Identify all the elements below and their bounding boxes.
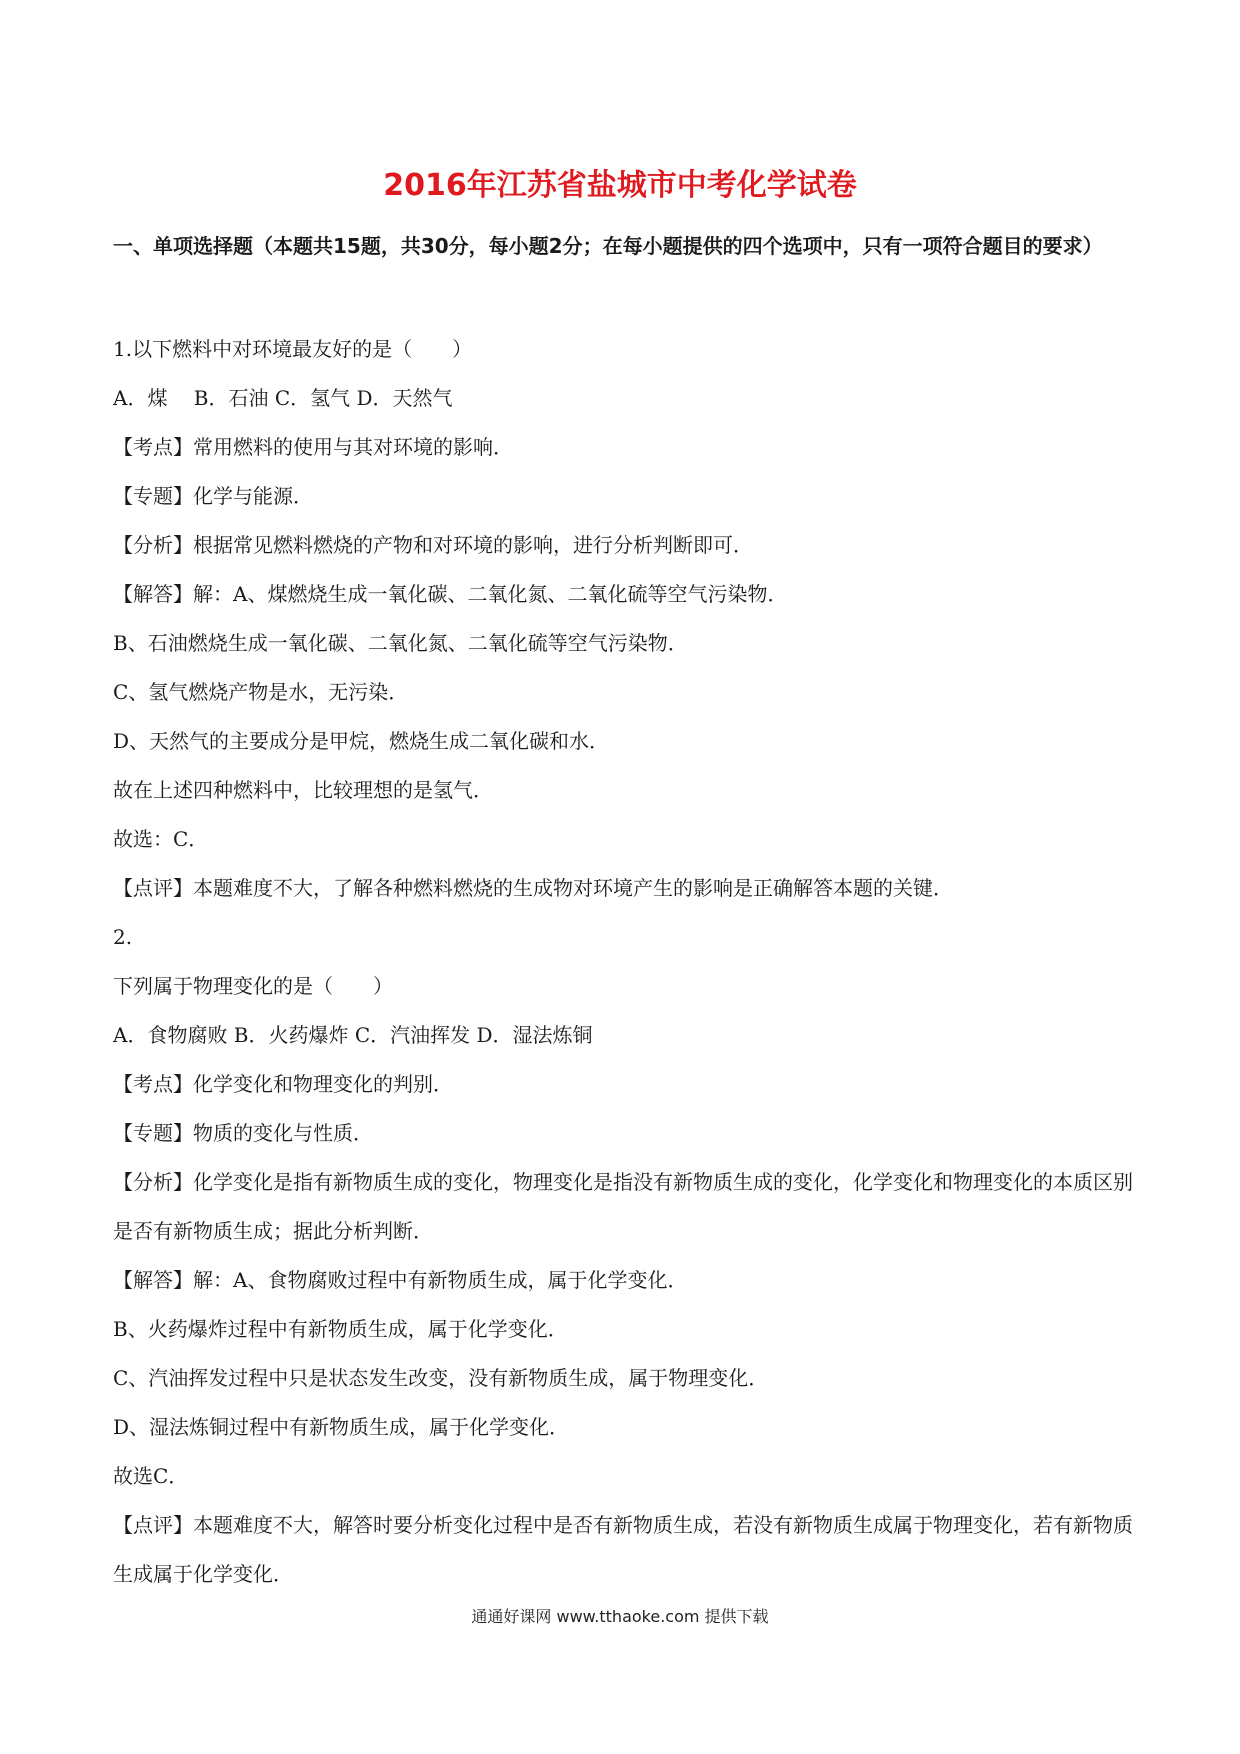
kaodian-tag: 【考点】	[113, 435, 193, 459]
q2-answer: 故选C．	[113, 1464, 189, 1488]
zhuanti-tag: 【专题】	[113, 484, 193, 508]
q2-jieda	[113, 1256, 1133, 1305]
q1-fenxi	[113, 521, 1133, 570]
q2-number: 2.	[113, 925, 133, 949]
q2-dianping	[113, 1501, 1133, 1599]
q1-stem: 1.以下燃料中对环境最友好的是（ ）	[113, 337, 473, 361]
q2-line-b: B、火药爆炸过程中有新物质生成，属于化学变化．	[113, 1317, 568, 1341]
fenxi-text: 化学变化是指有新物质生成的变化，物理变化是指没有新物质生成的变化，化学变化和物理变化的本质区别是否有新物质生成；据此分析判断．	[113, 1170, 1133, 1243]
q2-line-c: C、汽油挥发过程中只是状态发生改变，没有新物质生成，属于物理变化．	[113, 1366, 769, 1390]
q1-options: A．煤 B．石油 C．氢气 D．天然气	[113, 386, 453, 410]
q1-line-c: C、氢气燃烧产物是水，无污染．	[113, 680, 409, 704]
q1-zhuanti	[113, 472, 1133, 521]
q1-line-d: D、天然气的主要成分是甲烷，燃烧生成二氧化碳和水．	[113, 729, 610, 753]
q2-fenxi	[113, 1158, 1133, 1256]
fenxi-tag: 【分析】	[113, 1170, 193, 1194]
jieda-tag: 【解答】	[113, 1268, 193, 1292]
page-title: 2016年江苏省盐城市中考化学试卷	[383, 168, 857, 203]
q1-kaodian	[113, 423, 1133, 472]
q1-dianping	[113, 864, 1133, 913]
zhuanti-text: 物质的变化与性质．	[193, 1121, 373, 1145]
section-header: 一、单项选择题（本题共15题，共30分，每小题2分；在每小题提供的四个选项中，只有一项符合题目的要求）	[113, 234, 1103, 258]
q2-zhuanti	[113, 1109, 1133, 1158]
q1-jieda	[113, 570, 1133, 619]
zhuanti-text: 化学与能源．	[193, 484, 313, 508]
q1-line-b: B、石油燃烧生成一氧化碳、二氧化氮、二氧化硫等空气污染物．	[113, 631, 688, 655]
kaodian-tag: 【考点】	[113, 1072, 193, 1096]
jieda-tag: 【解答】	[113, 582, 193, 606]
q2-stem: 下列属于物理变化的是（ ）	[113, 974, 393, 998]
dianping-text: 本题难度不大，解答时要分析变化过程中是否有新物质生成，若没有新物质生成属于物理变化，若有新物质生成属于化学变化．	[113, 1513, 1133, 1586]
kaodian-text: 常用燃料的使用与其对环境的影响．	[193, 435, 513, 459]
fenxi-text: 根据常见燃料燃烧的产物和对环境的影响，进行分析判断即可．	[193, 533, 753, 557]
question-content	[113, 325, 1133, 1599]
jieda-text: 解：A、煤燃烧生成一氧化碳、二氧化氮、二氧化硫等空气污染物．	[193, 582, 788, 606]
jieda-text: 解：A、食物腐败过程中有新物质生成，属于化学变化．	[193, 1268, 688, 1292]
q2-line-d: D、湿法炼铜过程中有新物质生成，属于化学变化．	[113, 1415, 570, 1439]
dianping-text: 本题难度不大，了解各种燃料燃烧的生成物对环境产生的影响是正确解答本题的关键．	[193, 876, 953, 900]
dianping-tag: 【点评】	[113, 876, 193, 900]
zhuanti-tag: 【专题】	[113, 1121, 193, 1145]
q1-conclusion: 故在上述四种燃料中，比较理想的是氢气．	[113, 778, 493, 802]
dianping-tag: 【点评】	[113, 1513, 193, 1537]
fenxi-tag: 【分析】	[113, 533, 193, 557]
q1-answer: 故选：C．	[113, 827, 209, 851]
kaodian-text: 化学变化和物理变化的判别．	[193, 1072, 453, 1096]
q2-options: A．食物腐败 B．火药爆炸 C．汽油挥发 D．湿法炼铜	[113, 1023, 593, 1047]
page-footer: 通通好课网 www.tthaoke.com 提供下载	[471, 1607, 769, 1626]
q2-kaodian	[113, 1060, 1133, 1109]
